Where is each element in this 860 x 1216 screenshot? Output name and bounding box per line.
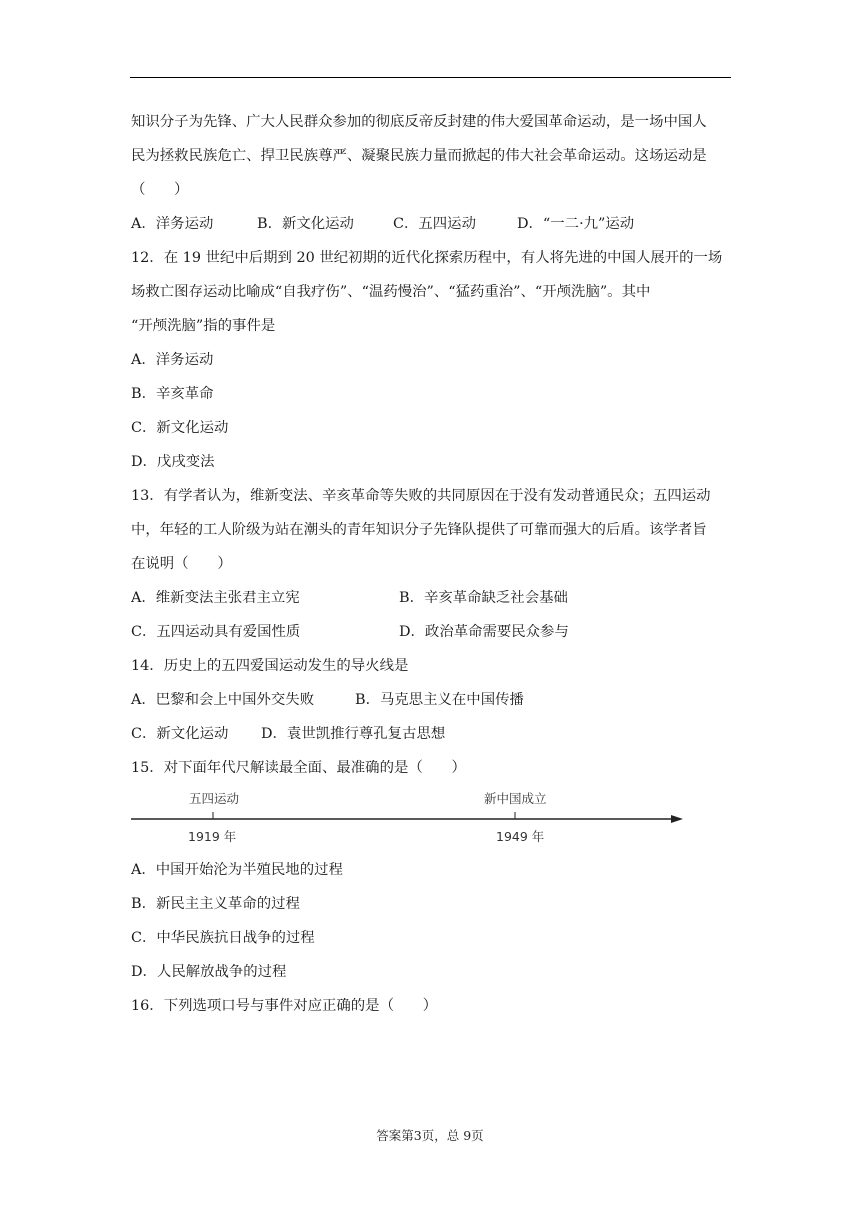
question-text-line: 12．在 19 世纪中后期到 20 世纪初期的近代化探索历程中，有人将先进的中国人展开的一场 [131, 250, 723, 266]
timeline-end-event: 新中国成立 [484, 791, 547, 806]
question-text-line: 知识分子为先锋、广大人民群众参加的彻底反帝反封建的伟大爱国革命运动，是一场中国人 [131, 114, 707, 130]
option-a[interactable]: A．洋务运动 [131, 352, 214, 368]
question-12 [131, 241, 731, 479]
options-row [131, 683, 731, 717]
page-footer: 答案第3页，总 9页 [376, 1128, 484, 1143]
option-a[interactable]: A．中国开始沦为半殖民地的过程 [131, 862, 343, 878]
option-c[interactable]: C．五四运动具有爱国性质 [131, 624, 301, 640]
question-text-line: 中，年轻的工人阶级为站在潮头的青年知识分子先锋队提供了可靠而强大的后盾。该学者旨 [131, 522, 707, 538]
option-d[interactable]: D．“一二·九”运动 [517, 216, 635, 232]
option-d[interactable]: D．政治革命需要民众参与 [399, 624, 569, 640]
question-text-line: 场救亡图存运动比喻成“自我疗伤”、“温药慢治”、“猛药重治”、“开颅洗脑”。其中 [131, 284, 651, 300]
question-text-line: （ ） [131, 182, 189, 198]
question-16 [131, 989, 731, 1023]
option-b[interactable]: B．辛亥革命 [131, 386, 214, 402]
option-b[interactable]: B．新文化运动 [257, 216, 354, 232]
timeline-arrowhead [671, 815, 683, 823]
option-c[interactable]: C．中华民族抗日战争的过程 [131, 930, 315, 946]
question-14 [131, 649, 731, 751]
timeline-end-year: 1949 年 [496, 829, 545, 844]
option-b[interactable]: B．马克思主义在中国传播 [355, 692, 524, 708]
timeline-start-year: 1919 年 [188, 829, 237, 844]
option-b[interactable]: B．辛亥革命缺乏社会基础 [399, 590, 568, 606]
question-text-line: 16．下列选项口号与事件对应正确的是（ ） [131, 998, 438, 1014]
option-d[interactable]: D．袁世凯推行尊孔复古思想 [261, 726, 446, 742]
timeline-figure [131, 785, 691, 853]
question-text-line: 13．有学者认为，维新变法、辛亥革命等失败的共同原因在于没有发动普通民众；五四运动 [131, 488, 711, 504]
options-row [131, 207, 731, 241]
options-row [131, 717, 731, 751]
options-row [131, 615, 731, 649]
header-rule [130, 77, 731, 78]
option-c[interactable]: C．新文化运动 [131, 420, 229, 436]
option-b[interactable]: B．新民主主义革命的过程 [131, 896, 300, 912]
options-row [131, 581, 731, 615]
question-text-line: “开颅洗脑”指的事件是 [131, 318, 276, 334]
question-15 [131, 751, 731, 989]
question-text-line: 15．对下面年代尺解读最全面、最准确的是（ ） [131, 760, 466, 776]
option-a[interactable]: A．维新变法主张君主立宪 [131, 590, 300, 606]
question-text-line: 在说明（ ） [131, 556, 232, 572]
option-a[interactable]: A．洋务运动 [131, 216, 214, 232]
option-c[interactable]: C．五四运动 [393, 216, 476, 232]
option-c[interactable]: C．新文化运动 [131, 726, 229, 742]
question-11 [131, 105, 731, 241]
option-d[interactable]: D．人民解放战争的过程 [131, 964, 287, 980]
question-13 [131, 479, 731, 649]
timeline-start-event: 五四运动 [189, 791, 240, 806]
option-d[interactable]: D．戊戌变法 [131, 454, 215, 470]
option-a[interactable]: A．巴黎和会上中国外交失败 [131, 692, 315, 708]
exam-content [131, 105, 731, 1023]
question-text-line: 14．历史上的五四爱国运动发生的导火线是 [131, 658, 409, 674]
question-text-line: 民为拯救民族危亡、捍卫民族尊严、凝聚民族力量而掀起的伟大社会革命运动。这场运动是 [131, 148, 707, 164]
